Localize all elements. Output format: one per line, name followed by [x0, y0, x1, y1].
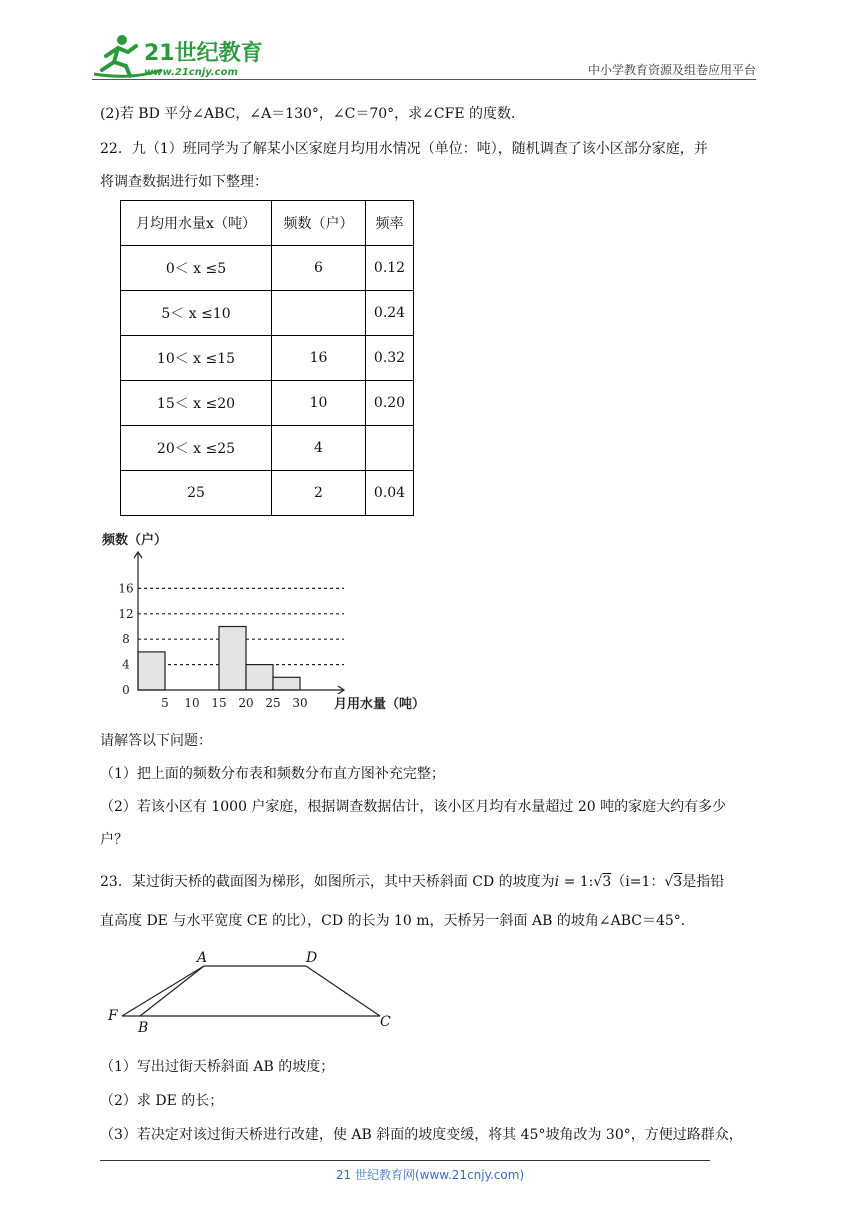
q23-stem-line2: 直高度 DE 与水平宽度 CE 的比），CD 的长为 10 m，天桥另一斜面 AB 的坡角∠ABC＝45°．	[100, 913, 695, 929]
table-cell: 4	[272, 426, 366, 471]
label-b: B	[138, 1020, 149, 1036]
histogram-bar	[138, 652, 165, 690]
q23-sqrt: 3	[673, 874, 683, 890]
histogram-bar	[273, 677, 300, 690]
table-cell: 10＜ x ≤15	[121, 336, 272, 381]
x-tick-label: 15	[211, 696, 227, 710]
q22-part2-line2: 户？	[100, 832, 128, 848]
label-a: A	[197, 950, 208, 966]
header-divider	[92, 79, 756, 80]
trapezoid-figure	[100, 944, 400, 1039]
y-tick-label: 0	[122, 683, 130, 697]
y-tick-label: 12	[118, 606, 134, 621]
x-tick-label: 30	[292, 696, 308, 710]
table-cell: 25	[121, 471, 272, 516]
table-cell	[366, 426, 414, 471]
table-header-cell: 月均用水量x（吨）	[121, 201, 272, 246]
table-cell: 2	[272, 471, 366, 516]
label-f: F	[108, 1008, 118, 1024]
svg-text:www.21cnjy.com: www.21cnjy.com	[144, 67, 238, 78]
x-axis-label: 月用水量（吨）	[334, 697, 426, 712]
histogram-bar	[246, 665, 273, 690]
site-logo	[92, 30, 262, 82]
footer-divider	[100, 1160, 710, 1161]
table-cell: 0.12	[366, 246, 414, 291]
table-cell: 0.32	[366, 336, 414, 381]
label-c: C	[380, 1014, 391, 1030]
q23-text: 是指铅	[682, 874, 725, 890]
table-cell: 6	[272, 246, 366, 291]
table-cell	[272, 291, 366, 336]
table-cell: 10	[272, 381, 366, 426]
q23-text: 23．某过街天桥的截面图为梯形，如图所示，其中天桥斜面 CD 的坡度为	[100, 874, 555, 890]
table-cell: 0.04	[366, 471, 414, 516]
table-header-row	[121, 201, 414, 246]
platform-name: 中小学教育资源及组卷应用平台	[587, 63, 756, 77]
y-axis-label: 频数（户）	[102, 533, 168, 548]
svg-text:21世纪教育: 21世纪教育	[144, 41, 262, 66]
footer-link[interactable]: 21 世纪教育网(www.21cnjy.com)	[335, 1168, 525, 1182]
q23-slope-eq: = 1:	[559, 874, 594, 890]
table-row	[121, 246, 414, 291]
table-cell: 20＜ x ≤25	[121, 426, 272, 471]
y-tick-label: 8	[122, 632, 130, 647]
label-d: D	[306, 950, 318, 966]
table-cell: 0.24	[366, 291, 414, 336]
table-cell: 0＜ x ≤5	[121, 246, 272, 291]
table-row	[121, 336, 414, 381]
y-tick-label: 16	[118, 581, 134, 596]
q22-part1: （1）把上面的频数分布表和频数分布直方图补充完整；	[100, 766, 445, 782]
y-tick-label: 4	[122, 657, 130, 672]
q23-text: （i=1：	[611, 874, 665, 890]
q22-stem-line2: 将调查数据进行如下整理：	[100, 174, 268, 190]
table-row	[121, 381, 414, 426]
table-cell: 5＜ x ≤10	[121, 291, 272, 336]
q22-stem-line1: 22．九（1）班同学为了解某小区家庭月均用水情况（单位：吨），随机调查了该小区部分家庭，并	[100, 141, 708, 157]
q23-part2: （2）求 DE 的长；	[100, 1093, 224, 1109]
frequency-table	[120, 200, 414, 516]
x-tick-label: 20	[238, 696, 254, 710]
q23-part1: （1）写出过街天桥斜面 AB 的坡度；	[100, 1059, 335, 1075]
histogram-bar	[219, 627, 246, 691]
q22-part2-line1: （2）若该小区有 1000 户家庭，根据调查数据估计，该小区月均有水量超过 20 吨的家庭大约有多少	[100, 799, 727, 815]
table-header-cell: 频率	[366, 201, 414, 246]
table-cell: 0.20	[366, 381, 414, 426]
table-row	[121, 471, 414, 516]
table-row	[121, 426, 414, 471]
frequency-histogram	[96, 528, 446, 718]
q22-prompt: 请解答以下问题：	[100, 733, 212, 749]
q23-stem-line1: 23．某过街天桥的截面图为梯形，如图所示，其中天桥斜面 CD 的坡度为i = 1:√3（i=1：√3是指铅	[100, 874, 725, 890]
table-header-cell: 频数（户）	[272, 201, 366, 246]
q21-part2: (2)若 BD 平分∠ABC，∠A＝130°，∠C＝70°，求∠CFE 的度数．	[100, 106, 525, 122]
x-tick-label: 25	[265, 696, 281, 710]
q23-sqrt: 3	[602, 874, 612, 890]
table-cell: 16	[272, 336, 366, 381]
q23-slope-var: i	[554, 874, 560, 890]
x-tick-label: 5	[161, 696, 169, 710]
x-tick-label: 10	[184, 696, 200, 710]
q23-part3: （3）若决定对该过街天桥进行改建，使 AB 斜面的坡度变缓，将其 45°坡角改为 30°，方便过路群众，	[100, 1127, 743, 1143]
table-cell: 15＜ x ≤20	[121, 381, 272, 426]
table-row	[121, 291, 414, 336]
